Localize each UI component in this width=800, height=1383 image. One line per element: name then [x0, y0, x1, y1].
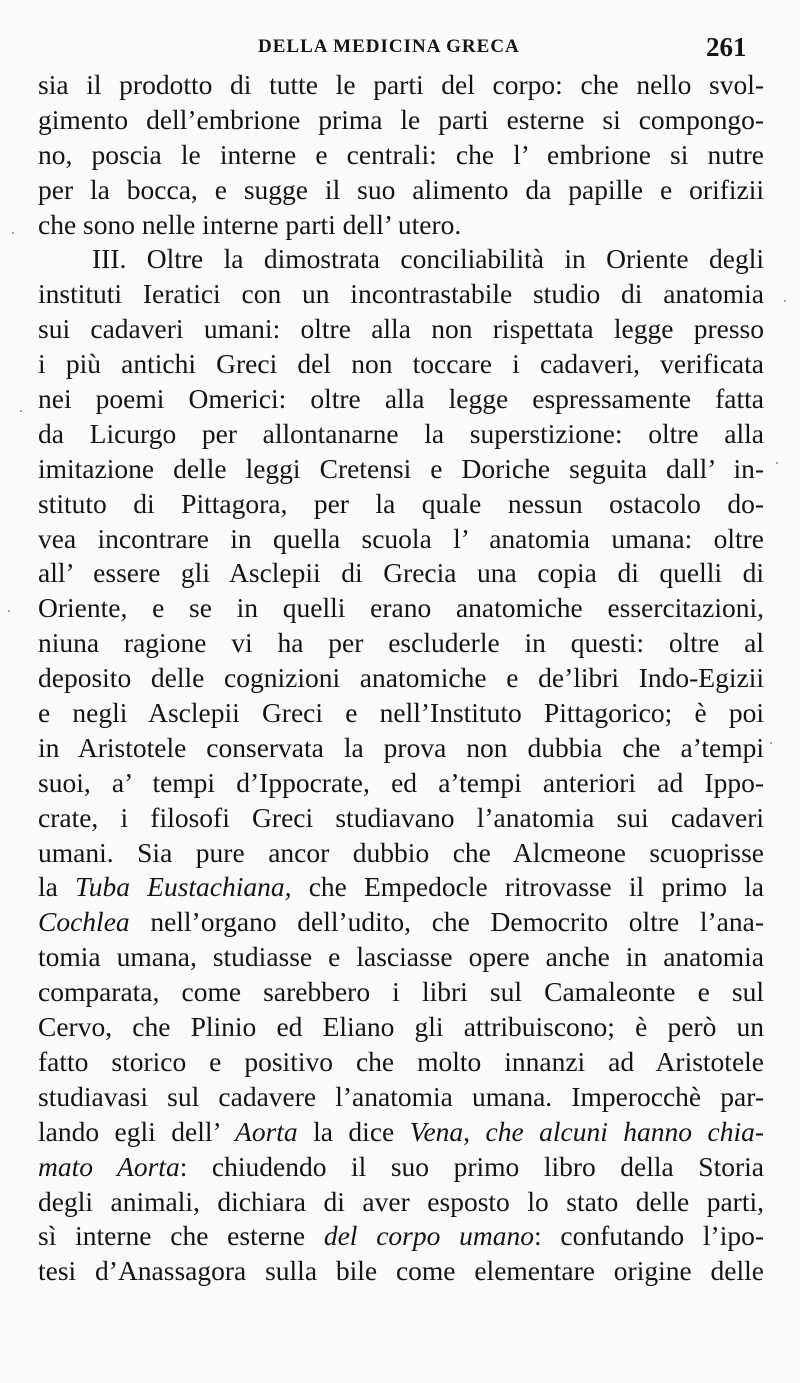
text-line [38, 1080, 764, 1115]
text-line [38, 1185, 764, 1220]
text-run: deposito delle cognizioni anatomiche e de’libri Indo-Egizii [38, 662, 764, 694]
text-line [38, 382, 764, 417]
text-line [38, 731, 764, 766]
text-run: fatto storico e positivo che molto innanzi ad Aristotele [38, 1045, 764, 1077]
text-line [38, 68, 764, 103]
italic-text: che alcuni hanno chia- [485, 1115, 765, 1147]
italic-text: Vena [409, 1115, 464, 1147]
text-run: per la bocca, e sugge il suo alimento da papille e orifizii [38, 173, 764, 205]
text-line [38, 452, 764, 487]
text-run: lando egli dell’ [38, 1115, 236, 1147]
running-head: DELLA MEDICINA GRECA [258, 36, 520, 57]
body-text [38, 68, 764, 1289]
text-run: da Licurgo per allontanarne la superstizione: oltre alla [38, 417, 764, 449]
text-run: no, poscia le interne e centrali: che l’ embrione si nutre [38, 138, 764, 170]
text-line [38, 103, 764, 138]
text-run: : chiudendo il suo primo libro della Storia [179, 1150, 764, 1182]
text-run: nei poemi Omerici: oltre alla legge espressamente fatta [38, 383, 764, 415]
text-run: vea incontrare in quella scuola l’ anatomia umana: oltre [38, 522, 764, 554]
text-line [38, 1254, 764, 1289]
text-run: che Empedocle ritrovasse il primo la [291, 871, 764, 903]
text-line [38, 556, 764, 591]
text-line [38, 870, 764, 905]
text-line [38, 1219, 764, 1254]
text-run: stituto di Pittagora, per la quale nessun ostacolo do- [38, 487, 764, 519]
text-line [38, 208, 764, 243]
text-line [38, 312, 764, 347]
text-line [38, 173, 764, 208]
text-line [38, 242, 764, 277]
text-run: , [463, 1115, 486, 1147]
text-run: : confutando l’ipo- [534, 1220, 764, 1252]
text-line [38, 1150, 764, 1185]
text-line [38, 277, 764, 312]
text-run: tesi d’Anassagora sulla bile come elementare origine delle [38, 1255, 764, 1287]
text-run: la [38, 871, 75, 903]
text-line [38, 1115, 764, 1150]
text-run: niuna ragione vi ha per escluderle in questi: oltre al [38, 627, 764, 659]
italic-text: Cochlea [38, 906, 130, 938]
text-run: studiavasi sul cadavere l’anatomia umana. Imperocchè par- [38, 1080, 764, 1112]
text-run: sui cadaveri umani: oltre alla non rispettata legge presso [38, 313, 764, 345]
text-run: la dice [297, 1115, 410, 1147]
text-run: Oriente, e se in quelli erano anatomiche essercitazioni, [38, 592, 764, 624]
text-run: in Aristotele conservata la prova non dubbia che a’tempi [38, 731, 764, 763]
italic-text: Tuba Eustachiana, [75, 871, 292, 903]
text-run: crate, i filosofi Greci studiavano l’anatomia sui cadaveri [38, 801, 764, 833]
text-line [38, 417, 764, 452]
text-run: gimento dell’embrione prima le parti esterne si compongo- [38, 103, 764, 135]
text-line [38, 1010, 764, 1045]
text-run: umani. Sia pure ancor dubbio che Alcmeone scuoprisse [38, 836, 764, 868]
page-number: 261 [706, 32, 747, 62]
text-run: instituti Ieratici con un incontrastabile studio di anatomia [38, 278, 764, 310]
text-line [38, 975, 764, 1010]
text-run: degli animali, dichiara di aver esposto lo stato delle parti, [38, 1185, 764, 1217]
text-run: sì interne che esterne [38, 1220, 324, 1252]
text-run: che sono nelle interne parti dell’ utero. [38, 208, 462, 240]
text-run: suoi, a’ tempi d’Ippocrate, ed a’tempi anteriori ad Ippo- [38, 766, 764, 798]
text-line [38, 347, 764, 382]
text-line [38, 661, 764, 696]
text-line [38, 522, 764, 557]
text-run: III. Oltre la dimostrata conciliabilità in Oriente degli [92, 243, 764, 275]
text-run: tomia umana, studiasse e lasciasse opere anche in anatomia [38, 941, 764, 973]
text-run: all’ essere gli Asclepii di Grecia una copia di quelli di [38, 557, 764, 589]
text-run: comparata, come sarebbero i libri sul Camaleonte e sul [38, 976, 764, 1008]
text-line [38, 591, 764, 626]
text-line [38, 138, 764, 173]
text-run: nell’organo dell’udito, che Democrito oltre l’ana- [129, 906, 764, 938]
text-line [38, 836, 764, 871]
italic-text: Aorta [235, 1115, 298, 1147]
text-run: imitazione delle leggi Cretensi e Doriche seguita dall’ in- [38, 452, 764, 484]
text-line [38, 905, 764, 940]
text-run: sia il prodotto di tutte le parti del corpo: che nello svol- [38, 69, 764, 100]
text-line [38, 1045, 764, 1080]
text-line [38, 940, 764, 975]
italic-text: del corpo umano [323, 1220, 534, 1252]
text-run: e negli Asclepii Greci e nell’Instituto Pittagorico; è poi [38, 697, 764, 729]
italic-text: mato Aorta [38, 1150, 180, 1182]
text-line [38, 801, 764, 836]
text-line [38, 487, 764, 522]
text-line [38, 766, 764, 801]
text-run: i più antichi Greci del non toccare i cadaveri, verificata [38, 348, 764, 380]
text-line [38, 626, 764, 661]
page-header [0, 32, 800, 66]
text-line [38, 696, 764, 731]
text-run: Cervo, che Plinio ed Eliano gli attribuiscono; è però un [38, 1011, 764, 1043]
